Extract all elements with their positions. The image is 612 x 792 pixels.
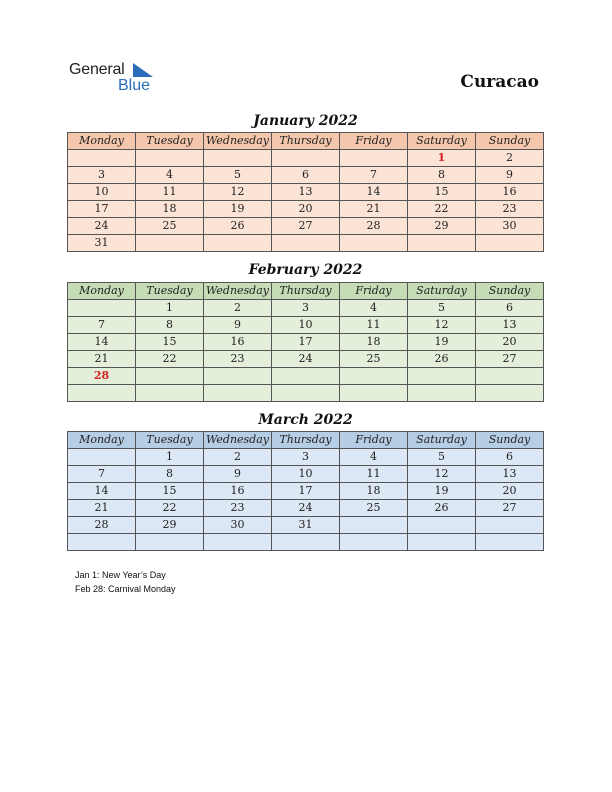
logo [69,61,159,97]
day-cell [204,385,272,402]
day-cell: 15 [136,483,204,500]
day-cell [408,385,476,402]
weekday-header: Sunday [476,133,544,150]
day-cell: 12 [204,184,272,201]
day-cell [136,150,204,167]
day-cell [340,235,408,252]
day-cell: 4 [340,300,408,317]
day-cell: 3 [68,167,136,184]
day-cell: 12 [408,466,476,483]
day-cell: 11 [136,184,204,201]
day-cell: 25 [340,351,408,368]
day-cell: 13 [272,184,340,201]
day-cell [68,385,136,402]
day-cell [476,385,544,402]
day-cell: 11 [340,466,408,483]
day-cell: 16 [204,483,272,500]
week-row [68,235,544,252]
day-cell [272,534,340,551]
day-cell: 19 [408,483,476,500]
day-cell [408,517,476,534]
day-cell: 30 [204,517,272,534]
day-cell: 13 [476,466,544,483]
day-cell: 6 [272,167,340,184]
day-cell: 1 [136,449,204,466]
weekday-header: Friday [340,432,408,449]
day-cell: 1 [136,300,204,317]
week-row [68,150,544,167]
day-cell: 30 [476,218,544,235]
day-cell: 21 [340,201,408,218]
day-cell: 23 [204,351,272,368]
day-cell: 26 [408,351,476,368]
month-title-february: February 2022 [248,262,363,278]
weekday-header: Sunday [476,283,544,300]
day-cell: 28 [68,517,136,534]
day-cell [68,150,136,167]
weekday-header: Tuesday [136,283,204,300]
day-cell: 14 [68,334,136,351]
holiday-notes [75,568,176,596]
day-cell: 22 [408,201,476,218]
day-cell: 7 [68,317,136,334]
week-row [68,483,544,500]
day-cell: 5 [204,167,272,184]
day-cell [136,534,204,551]
day-cell: 2 [204,300,272,317]
week-row [68,334,544,351]
weekday-header: Wednesday [204,432,272,449]
day-cell: 4 [136,167,204,184]
day-cell: 17 [272,483,340,500]
day-cell: 6 [476,449,544,466]
day-cell [476,368,544,385]
day-cell: 24 [68,218,136,235]
day-cell: 20 [476,334,544,351]
day-cell: 27 [476,351,544,368]
day-cell: 14 [340,184,408,201]
day-cell: 5 [408,300,476,317]
day-cell [272,385,340,402]
day-cell [408,368,476,385]
day-cell [204,368,272,385]
day-cell: 16 [204,334,272,351]
weekday-header: Wednesday [204,283,272,300]
day-cell [272,235,340,252]
weekday-header: Tuesday [136,133,204,150]
day-cell [340,368,408,385]
day-cell: 5 [408,449,476,466]
logo-word-general: General [69,61,125,78]
day-cell: 4 [340,449,408,466]
day-cell [204,150,272,167]
weekday-header: Thursday [272,133,340,150]
week-row [68,368,544,385]
day-cell: 24 [272,500,340,517]
week-row [68,517,544,534]
day-cell [136,385,204,402]
day-cell [68,534,136,551]
month-title-january: January 2022 [253,113,358,129]
day-cell: 29 [408,218,476,235]
day-cell: 10 [68,184,136,201]
day-cell: 9 [204,317,272,334]
day-cell [340,150,408,167]
logo-triangle-icon [133,63,155,77]
weekday-header: Saturday [408,133,476,150]
logo-word-blue: Blue [118,77,151,94]
day-cell [272,368,340,385]
day-cell: 23 [476,201,544,218]
day-cell [204,534,272,551]
day-cell: 1 [408,150,476,167]
day-cell: 31 [272,517,340,534]
day-cell: 29 [136,517,204,534]
week-row [68,201,544,218]
week-row [68,500,544,517]
day-cell: 9 [476,167,544,184]
day-cell: 7 [340,167,408,184]
day-cell [68,449,136,466]
day-cell: 11 [340,317,408,334]
day-cell: 20 [272,201,340,218]
day-cell: 12 [408,317,476,334]
week-row [68,449,544,466]
week-row [68,466,544,483]
week-row [68,534,544,551]
day-cell: 15 [136,334,204,351]
weekday-header: Saturday [408,432,476,449]
day-cell: 6 [476,300,544,317]
day-cell: 8 [408,167,476,184]
day-cell: 2 [476,150,544,167]
day-cell: 3 [272,449,340,466]
calendar-march [67,431,544,551]
day-cell [408,534,476,551]
weekday-header: Monday [68,133,136,150]
day-cell: 8 [136,466,204,483]
week-row [68,351,544,368]
day-cell: 28 [68,368,136,385]
day-cell: 8 [136,317,204,334]
day-cell [476,235,544,252]
weekday-header-row [68,432,544,449]
day-cell: 26 [204,218,272,235]
day-cell: 18 [340,334,408,351]
day-cell: 31 [68,235,136,252]
weekday-header: Thursday [272,432,340,449]
day-cell [136,235,204,252]
day-cell: 25 [136,218,204,235]
weekday-header: Tuesday [136,432,204,449]
day-cell: 10 [272,317,340,334]
weekday-header: Wednesday [204,133,272,150]
day-cell: 21 [68,351,136,368]
day-cell: 17 [68,201,136,218]
day-cell [272,150,340,167]
day-cell: 26 [408,500,476,517]
day-cell: 23 [204,500,272,517]
day-cell: 13 [476,317,544,334]
day-cell: 25 [340,500,408,517]
day-cell: 10 [272,466,340,483]
day-cell: 17 [272,334,340,351]
weekday-header-row [68,283,544,300]
day-cell: 16 [476,184,544,201]
day-cell: 19 [204,201,272,218]
day-cell: 21 [68,500,136,517]
day-cell [408,235,476,252]
day-cell: 19 [408,334,476,351]
day-cell: 2 [204,449,272,466]
holiday-note: Jan 1: New Year’s Day [75,570,166,580]
day-cell [340,385,408,402]
day-cell: 3 [272,300,340,317]
day-cell: 28 [340,218,408,235]
day-cell: 27 [476,500,544,517]
day-cell [340,534,408,551]
holiday-note: Feb 28: Carnival Monday [75,584,176,594]
week-row [68,317,544,334]
weekday-header: Monday [68,432,136,449]
day-cell: 9 [204,466,272,483]
day-cell: 15 [408,184,476,201]
calendar-january [67,132,544,252]
day-cell [476,517,544,534]
day-cell [476,534,544,551]
day-cell: 7 [68,466,136,483]
week-row [68,184,544,201]
week-row [68,300,544,317]
day-cell: 20 [476,483,544,500]
day-cell: 18 [136,201,204,218]
day-cell: 22 [136,500,204,517]
day-cell: 27 [272,218,340,235]
day-cell: 14 [68,483,136,500]
month-title-march: March 2022 [258,412,353,428]
weekday-header: Sunday [476,432,544,449]
day-cell [340,517,408,534]
country-title: Curacao [460,72,539,92]
day-cell: 24 [272,351,340,368]
day-cell: 22 [136,351,204,368]
weekday-header: Friday [340,133,408,150]
week-row [68,385,544,402]
weekday-header-row [68,133,544,150]
day-cell [68,300,136,317]
weekday-header: Monday [68,283,136,300]
day-cell: 18 [340,483,408,500]
day-cell [136,368,204,385]
week-row [68,167,544,184]
calendar-february [67,282,544,402]
day-cell [204,235,272,252]
weekday-header: Saturday [408,283,476,300]
weekday-header: Thursday [272,283,340,300]
week-row [68,218,544,235]
weekday-header: Friday [340,283,408,300]
